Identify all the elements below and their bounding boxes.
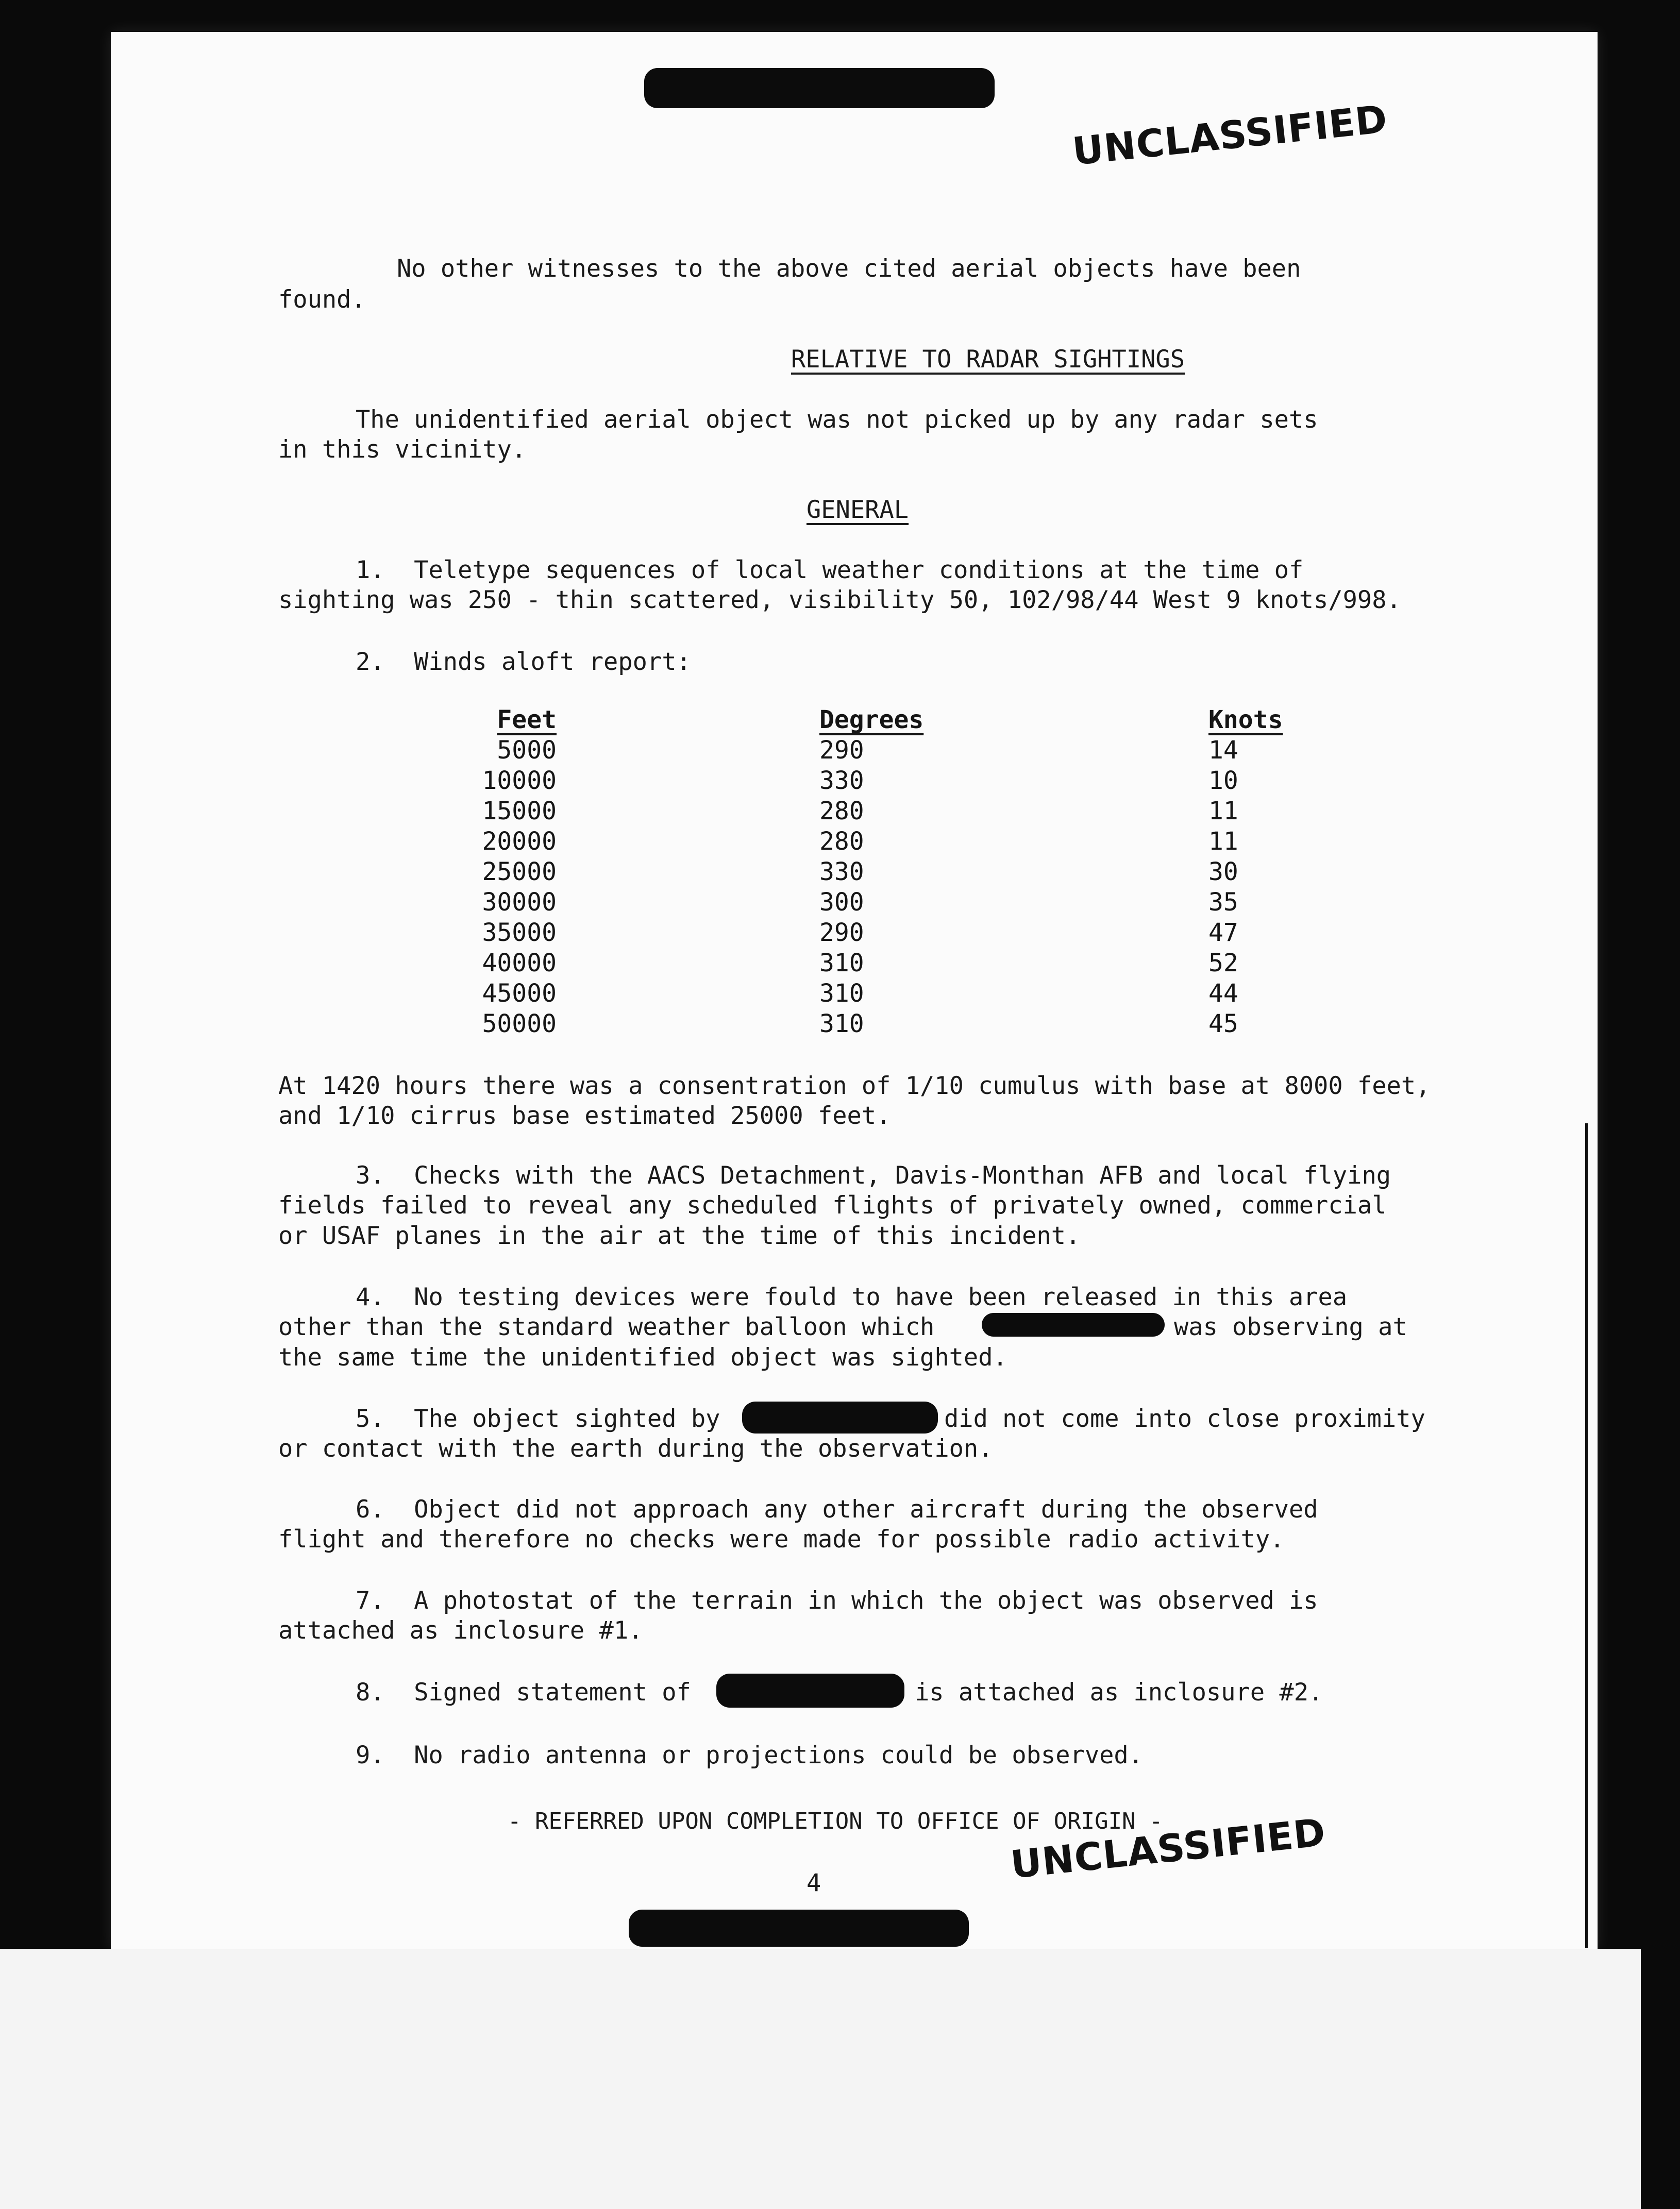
- redaction-name-2: [742, 1402, 938, 1434]
- winds-cell: 20000: [482, 827, 557, 856]
- winds-cell: 290: [819, 918, 864, 947]
- para-witnesses-line2: found.: [278, 285, 366, 314]
- winds-header-feet: Feet: [497, 705, 557, 734]
- winds-cell: 45000: [482, 979, 557, 1008]
- winds-cell: 330: [819, 766, 864, 795]
- item3-line3: or USAF planes in the air at the time of this incident.: [278, 1222, 1081, 1250]
- item3-line2: fields failed to reveal any scheduled flights of privately owned, commercial: [278, 1191, 1387, 1220]
- item8-start: 8. Signed statement of: [356, 1678, 691, 1707]
- item9: 9. No radio antenna or projections could be observed.: [356, 1741, 1144, 1769]
- unclassified-stamp-bottom: UNCLASSIFIED: [1009, 1810, 1328, 1887]
- margin-line: [1585, 1123, 1588, 1948]
- winds-cell: 280: [819, 797, 864, 825]
- item4-line2-start: other than the standard weather balloon which: [278, 1313, 935, 1341]
- cumulus-line1: At 1420 hours there was a consentration of 1/10 cumulus with base at 8000 feet,: [278, 1072, 1431, 1100]
- item1-line1: 1. Teletype sequences of local weather conditions at the time of: [356, 556, 1304, 584]
- film-edge: [1641, 0, 1680, 2209]
- item7-line2: attached as inclosure #1.: [278, 1616, 643, 1645]
- winds-table-degrees-column: [819, 705, 953, 1039]
- winds-cell: 44: [1208, 979, 1238, 1008]
- winds-cell: 45: [1208, 1009, 1238, 1038]
- winds-header-knots: Knots: [1208, 705, 1283, 734]
- item3-line1: 3. Checks with the AACS Detachment, Davis-Monthan AFB and local flying: [356, 1161, 1391, 1190]
- winds-cell: 30: [1208, 857, 1238, 886]
- winds-cell: 11: [1208, 797, 1238, 825]
- winds-cell: 11: [1208, 827, 1238, 856]
- winds-cell: 310: [819, 1009, 864, 1038]
- winds-table-knots-column: [1208, 705, 1312, 1039]
- item4-line2-end: was observing at: [1174, 1313, 1407, 1341]
- winds-cell: 310: [819, 949, 864, 977]
- redaction-top: [644, 68, 995, 108]
- winds-header-degrees: Degrees: [819, 705, 924, 734]
- winds-cell: 40000: [482, 949, 557, 977]
- winds-table-feet-column: [459, 705, 557, 1039]
- winds-cell: 47: [1208, 918, 1238, 947]
- winds-cell: 300: [819, 888, 864, 917]
- winds-cell: 35: [1208, 888, 1238, 917]
- item4-line3: the same time the unidentified object was sighted.: [278, 1343, 1007, 1372]
- item7-line1: 7. A photostat of the terrain in which the object was observed is: [356, 1587, 1318, 1615]
- winds-cell: 10000: [482, 766, 557, 795]
- redaction-bottom: [629, 1910, 969, 1947]
- heading-general: GENERAL: [807, 496, 909, 524]
- winds-cell: 14: [1208, 736, 1238, 765]
- winds-cell: 10: [1208, 766, 1238, 795]
- page-number: 4: [807, 1869, 821, 1897]
- winds-cell: 30000: [482, 888, 557, 917]
- para-radar-line2: in this vicinity.: [278, 435, 527, 464]
- film-margin: [0, 1949, 1680, 2209]
- winds-cell: 25000: [482, 857, 557, 886]
- redaction-name-1: [982, 1313, 1165, 1337]
- item1-line2: sighting was 250 - thin scattered, visibility 50, 102/98/44 West 9 knots/998.: [278, 586, 1401, 614]
- item5-line1-start: 5. The object sighted by: [356, 1405, 720, 1433]
- item5-line2: or contact with the earth during the observation.: [278, 1435, 993, 1463]
- cumulus-line2: and 1/10 cirrus base estimated 25000 feet.: [278, 1102, 891, 1130]
- winds-cell: 330: [819, 857, 864, 886]
- referral-line: - REFERRED UPON COMPLETION TO OFFICE OF ORIGIN -: [508, 1808, 1163, 1834]
- winds-cell: 280: [819, 827, 864, 856]
- item4-line1: 4. No testing devices were fould to have been released in this area: [356, 1283, 1348, 1311]
- para-witnesses-line1: No other witnesses to the above cited aerial objects have been: [397, 255, 1301, 283]
- winds-cell: 15000: [482, 797, 557, 825]
- para-radar-line1: The unidentified aerial object was not picked up by any radar sets: [356, 406, 1318, 434]
- item5-line1-end: did not come into close proximity: [944, 1405, 1425, 1433]
- item6-line2: flight and therefore no checks were made for possible radio activity.: [278, 1525, 1285, 1554]
- heading-radar-sightings: RELATIVE TO RADAR SIGHTINGS: [791, 345, 1185, 374]
- winds-cell: 5000: [497, 736, 557, 765]
- item2-winds-aloft: 2. Winds aloft report:: [356, 648, 691, 676]
- winds-cell: 290: [819, 736, 864, 765]
- redaction-name-3: [716, 1674, 904, 1708]
- winds-cell: 50000: [482, 1009, 557, 1038]
- item8-end: is attached as inclosure #2.: [915, 1678, 1323, 1707]
- winds-cell: 52: [1208, 949, 1238, 977]
- item6-line1: 6. Object did not approach any other aircraft during the observed: [356, 1495, 1318, 1524]
- unclassified-stamp-top: UNCLASSIFIED: [1070, 97, 1390, 174]
- winds-cell: 310: [819, 979, 864, 1008]
- winds-cell: 35000: [482, 918, 557, 947]
